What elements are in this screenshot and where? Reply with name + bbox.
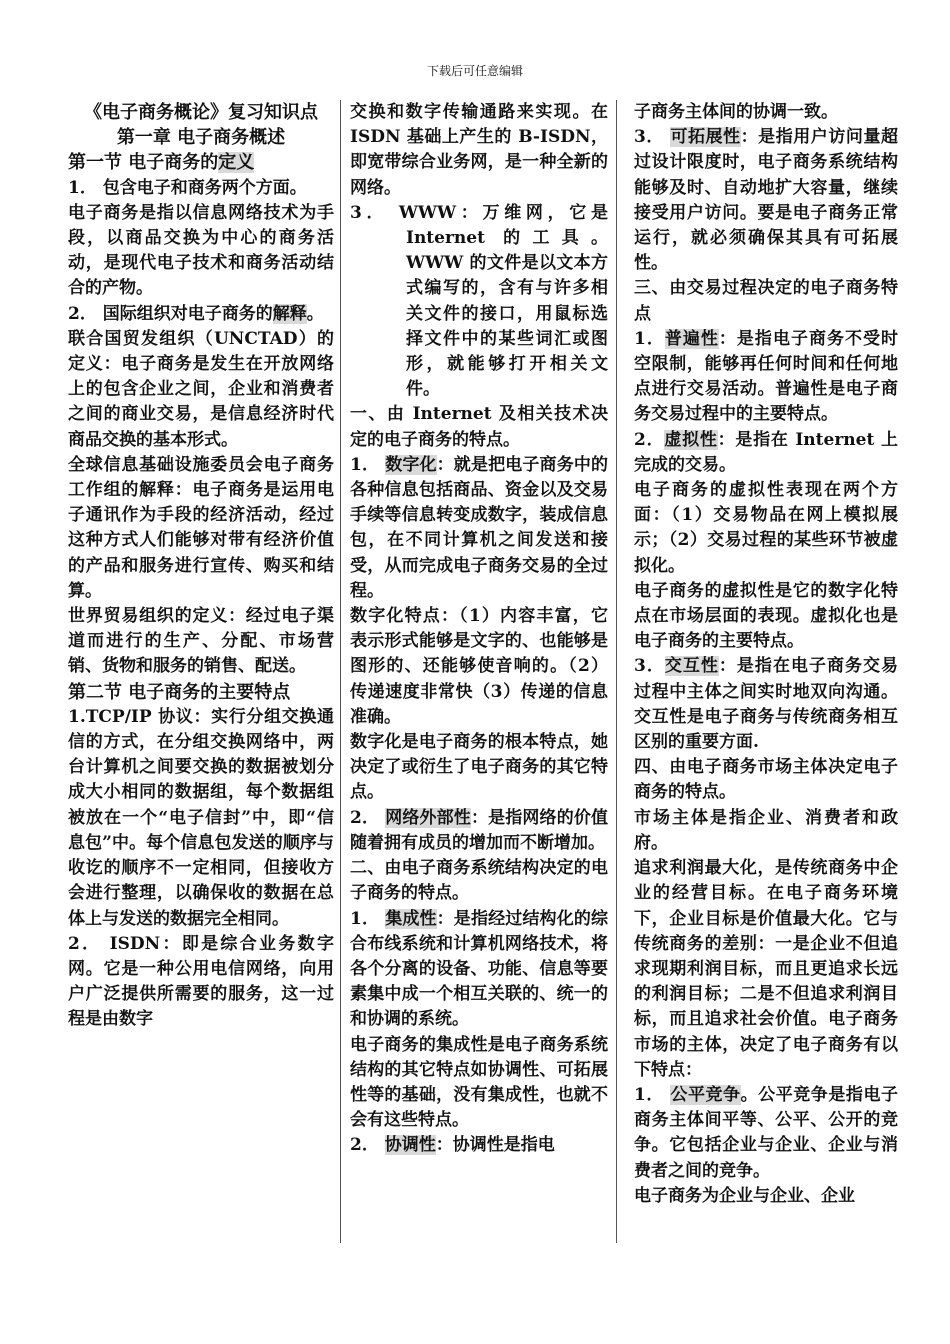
paragraph: 1.TCP/IP 协议：实行分组交换通信的方式，在分组交换网络中，两台计算机之间要交换的数据被划分成大小相同的数据组，每个数据组被放在一个“电子信封”中，即“信息包”中。每个信息包发送的顺序与收讫的顺序不一定相同，但接收方会进行整理，以确保收的数据在总体上与发送的数据完全相同。 [68,706,334,929]
paragraph: 电子商务是指以信息网络技术为手段，以商品交换为中心的商务活动，是现代电子技术和商务活动结合的产物。 [68,202,334,299]
section-heading-1 [68,150,334,175]
paragraph: 电子商务的虚拟性表现在两个方面：（1）交易物品在网上模拟展示；（2）交易过程的某些环节被虚拟化。 [634,480,898,576]
item-text: 。公平竞争是指电子商务主体间平等、公平、公开的竞争。它包括企业与企业、企业与消费者之间的竞争。 [634,1084,899,1181]
feature-item [634,1083,898,1184]
item-text: ：协调性是指电 [435,1135,555,1156]
column-3 [634,100,898,1209]
list-item: 1． 包含电子和商务两个方面。 [68,177,307,198]
feature-item [634,125,898,276]
feature-item [350,453,608,604]
column-2 [350,100,608,1159]
paragraph: 电子商务的虚拟性是它的数字化特点在市场层面的表现。虚拟化也是电子商务的主要特点。 [634,580,898,652]
highlight-term: 解释 [272,303,307,324]
paragraph: 联合国贸发组织（UNCTAD）的定义：电子商务是发生在开放网络上的包含企业之间，企业和消费者之间的商业交易，是信息经济时代商品交换的基本形式。 [68,328,334,450]
feature-item [350,806,608,856]
item-number: 3． [634,656,665,677]
highlight-term: 数字化 [385,454,437,475]
item-text: 2． 国际组织对电子商务的 [68,303,273,324]
paragraph: 2． ISDN：即是综合业务数字网。它是一种公用电信网络，向用户广泛提供所需要的服务，这一过程是由数字 [68,933,334,1030]
item-number: 3． [634,127,671,148]
chapter-heading: 第一章 电子商务概述 [116,127,286,149]
item-text: ：是指用户访问量超过设计限度时，电子商务系统结构能够及时、自动地扩大容量，继续接受用户访问。要是电子商务正常运行，就必须确保其具有可拓展性。 [634,127,899,274]
item-text: ：是指电子商务不受时空限制，能够再任何时间和任何地点进行交易活动。普遍性是电子商务交易过程中的主要特点。 [634,328,899,425]
subheading: 四、由电子商务市场主体决定电子商务的特点。 [634,757,898,803]
feature-item [634,428,898,478]
item-text: ：是指经过结构化的综合布线系统和计算机网络技术，将各个分离的设备、功能、信息等要素集中成一个相互关联的、统一的和协调的系统。 [350,908,609,1030]
paragraph: 世界贸易组织的定义：经过电子渠道而进行的生产、分配、市场营销、货物和服务的销售、配送。 [68,606,334,677]
paragraph: 数字化特点：（1）内容丰富，它表示形式能够是文字的、也能够是图形的、还能够使音响的。（2）传递速度非常快（3）传递的信息准确。 [350,606,608,727]
item-number: 1． [634,328,665,349]
subheading: 三、由交易过程决定的电子商务特点 [634,278,898,324]
paragraph: 市场主体是指企业、消费者和政府。 [634,807,898,853]
paragraph: 追求利润最大化，是传统商务中企业的经营目标。在电子商务环境下，企业目标是价值最大化。它与传统商务的差别：一是企业不但追求现期利润目标，而且更追求长远的利润目标；二是不但追求利润目标，而且追求社会价值。电子商务市场的主体，决定了电子商务有以下特点： [634,858,898,1080]
highlight-term: 可拓展性 [670,127,741,148]
item-text: ：就是把电子商务中的各种信息包括商品、资金以及交易手续等信息转变成数字，装成信息包，在不同计算机之间发送和接受，从而完成电子商务交易的全过程。 [350,454,609,601]
highlight-term: 定义 [218,152,255,174]
column-divider-left [340,100,341,1243]
highlight-term: 虚拟性 [664,429,718,450]
column-1 [68,100,334,1033]
item-number: 2． [634,429,665,450]
highlight-term: 网络外部性 [385,807,471,828]
item-text: ：是指在 Internet 上完成的交易。 [634,429,898,475]
item-number: 1． [634,1084,671,1105]
list-item [68,302,334,327]
paragraph: 电子商务为企业与企业、企业 [634,1185,855,1206]
paragraph: 交换和数字传输通路来实现。在 ISDN 基础上产生的 B-ISDN，即宽带综合业务网，是一种全新的网络。 [350,102,608,198]
subheading: 二、由电子商务系统结构决定的电子商务的特点。 [350,858,608,904]
subheading: 一、由 Internet 及相关技术决定的电子商务的特点。 [350,404,608,450]
feature-item [634,327,898,428]
paragraph: 数字化是电子商务的根本特点，她决定了或衍生了电子商务的其它特点。 [350,732,608,803]
paragraph: 子商务主体间的协调一致。 [634,102,838,122]
item-text: ：是指在电子商务交易过程中主体之间实时地双向沟通。交互性是电子商务与传统商务相互区别的重要方面. [634,656,899,753]
section-heading-text: 第一节 电子商务的 [68,152,219,174]
item-text: 。 [306,303,324,324]
feature-item [350,907,608,1033]
item-text: ：是指网络的价值随着拥有成员的增加而不断增加。 [350,807,609,853]
highlight-term: 集成性 [385,908,437,929]
document-title: 《电子商务概论》复习知识点 [84,102,318,123]
feature-item [634,654,898,755]
highlight-term: 公平竞争 [670,1084,741,1105]
item-number: 2． [350,1135,385,1156]
item-number: 2． [350,807,386,828]
paragraph: 全球信息基础设施委员会电子商务工作组的解释：电子商务是运用电子通讯作为手段的经济活动，经过这种方式人们能够对带有经济价值的产品和服务进行宣传、购买和结算。 [68,454,334,601]
item-number: 1． [350,454,386,475]
highlight-term: 协调性 [384,1135,436,1156]
paragraph: 电子商务的集成性是电子商务系统结构的其它特点如协调性、可拓展性等的基础，没有集成性，也就不会有这些特点。 [350,1034,608,1131]
item-number: 1． [350,908,386,929]
highlight-term: 普遍性 [664,328,719,349]
feature-item [350,1133,608,1158]
section-heading-2: 第二节 电子商务的主要特点 [68,681,291,703]
page-header: 下载后可任意编辑 [426,64,523,78]
highlight-term: 交互性 [664,656,719,677]
list-item: 3． WWW：万维网，它是Internet 的工具。WWW 的文件是以文本方式编写的，含有与许多相关文件的接口，用鼠标选择文件中的某些词汇或图形，就能够打开相关文件。 [350,202,608,400]
column-divider-right [616,100,617,1243]
